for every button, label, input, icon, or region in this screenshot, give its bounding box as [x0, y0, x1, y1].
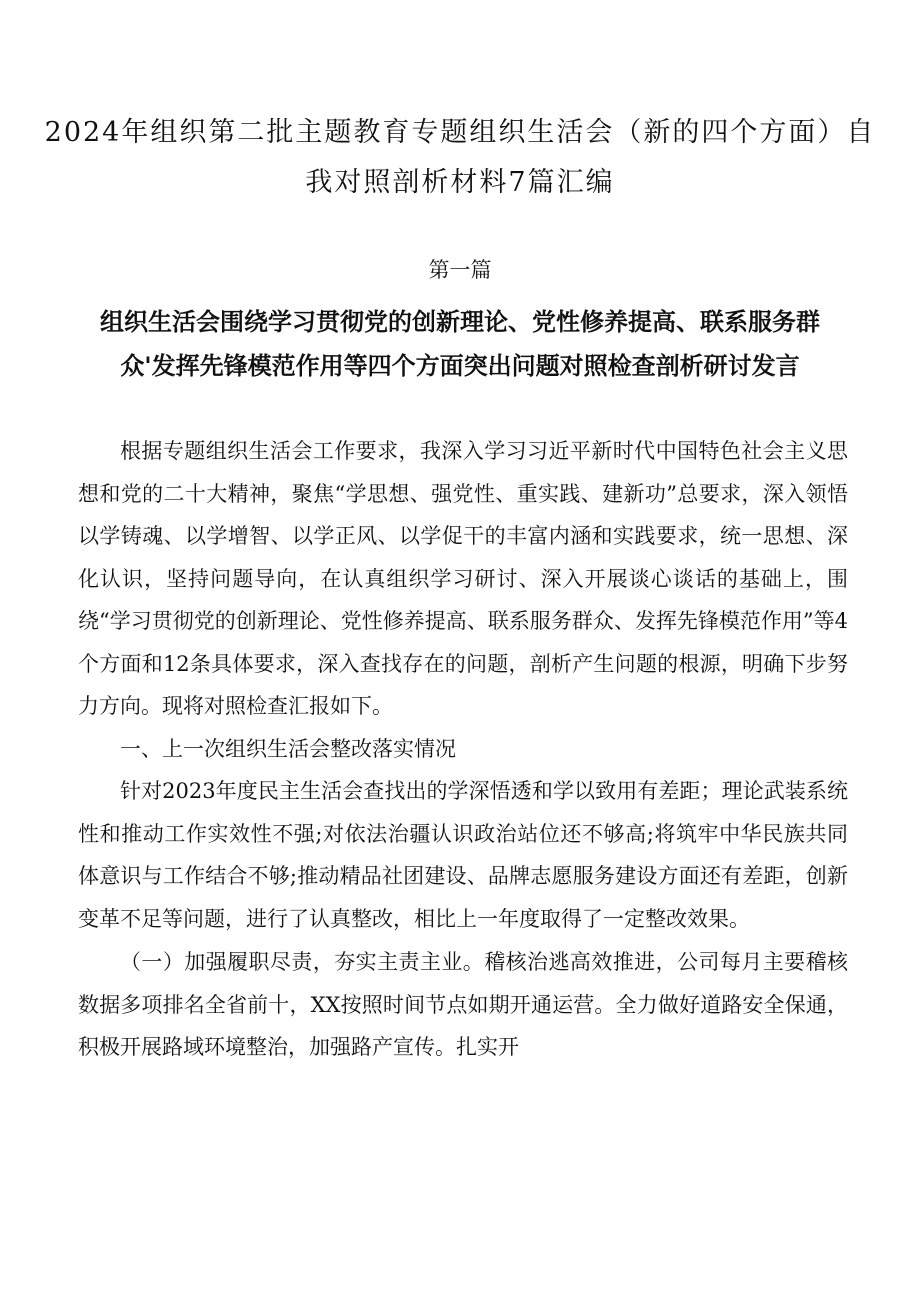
paragraph-item-1: （一）加强履职尽责，夯实主责主业。稽核治逃高效推进，公司每月主要稽核数据多项排名全省前十，XX按照时间节点如期开通运营。全力做好道路安全保通，积极开展路域环境整治，加强路产宣传。扎实开 — [78, 950, 848, 1059]
paragraph-intro: 根据专题组织生活会工作要求，我深入学习习近平新时代中国特色社会主义思想和党的二十大精神，聚焦“学思想、强党性、重实践、建新功”总要求，深入领悟以学铸魂、以学增智、以学正风、以学促干的丰富内涵和实践要求，统一思想、深化认识，坚持问题导向，在认真组织学习研讨、深入开展谈心谈话的基础上，围绕“学习贯彻党的创新理论、党性修养提高、联系服务群众、发挥先锋模范作用”等4个方面和12条具体要求，深入查找存在的问题，剖析产生问题的根源，明确下步努力方向。现将对照检查汇报如下。 — [78, 439, 848, 718]
section-heading-1: 一、上一次组织生活会整改落实情况 — [120, 736, 456, 761]
section-subtitle: 组织生活会围绕学习贯彻党的创新理论、党性修养提高、联系服务群众'发挥先锋模范作用等四个方面突出问题对照检查剖析研讨发言 — [100, 308, 820, 380]
document-body — [78, 430, 848, 1069]
paragraph-rectification: 针对2023年度民主生活会查找出的学深悟透和学以致用有差距；理论武装系统性和推动工作实效性不强;对依法治疆认识政治站位还不够高;将筑牢中华民族共同体意识与工作结合不够;推动精品社团建设、品牌志愿服务建设方面还有差距，创新变革不足等问题，进行了认真整改，相比上一年度取得了一定整改效果。 — [78, 779, 848, 931]
section-label: 第一篇 — [428, 258, 492, 282]
document-title: 2024年组织第二批主题教育专题组织生活会（新的四个方面）自我对照剖析材料7篇汇编 — [44, 117, 876, 198]
